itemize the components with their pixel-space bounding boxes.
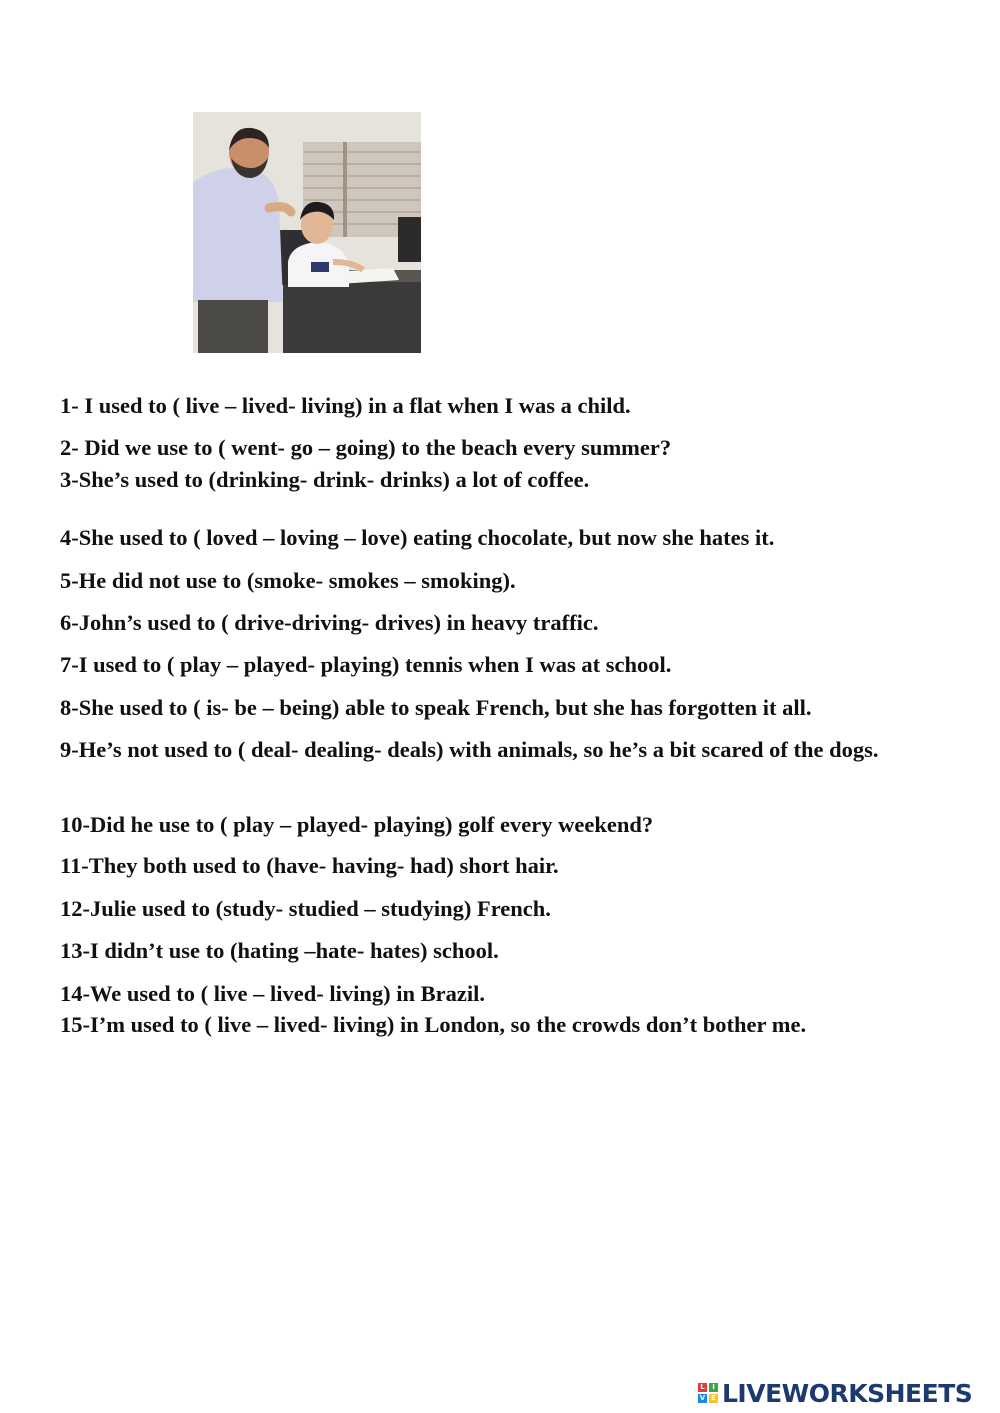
liveworksheets-brand	[698, 1376, 972, 1410]
logo-cell: E	[709, 1394, 718, 1403]
exercise-item: 7-I used to ( play – played- playing) tennis when I was at school.	[60, 652, 672, 677]
exercise-item: 15-I’m used to ( live – lived- living) in London, so the crowds don’t bother me.	[60, 1012, 807, 1037]
logo-cell: I	[709, 1383, 718, 1392]
liveworksheets-logo-icon	[698, 1383, 718, 1403]
exercise-item: 13-I didn’t use to (hating –hate- hates) school.	[60, 938, 499, 963]
logo-cell: L	[698, 1383, 707, 1392]
exercise-item: 14-We used to ( live – lived- living) in Brazil.	[60, 981, 485, 1006]
exercise-item: 5-He did not use to (smoke- smokes – smoking).	[60, 568, 516, 593]
exercise-item: 10-Did he use to ( play – played- playing) golf every weekend?	[60, 812, 654, 837]
brand-text: LIVEWORKSHEETS	[722, 1378, 973, 1408]
exercise-item: 2- Did we use to ( went- go – going) to the beach every summer?	[60, 435, 672, 460]
exercise-item: 1- I used to ( live – lived- living) in a flat when I was a child.	[60, 393, 631, 418]
exercise-item: 4-She used to ( loved – loving – love) eating chocolate, but now she hates it.	[60, 525, 775, 550]
exercise-item: 11-They both used to (have- having- had) short hair.	[60, 853, 559, 878]
exercise-item: 9-He’s not used to ( deal- dealing- deals) with animals, so he’s a bit scared of the dogs.	[60, 737, 879, 762]
exercise-item: 3-She’s used to (drinking- drink- drinks) a lot of coffee.	[60, 467, 590, 492]
exercise-item: 12-Julie used to (study- studied – studying) French.	[60, 896, 551, 921]
exercise-item: 8-She used to ( is- be – being) able to speak French, but she has forgotten it all.	[60, 695, 812, 720]
exercise-item: 6-John’s used to ( drive-driving- drives) in heavy traffic.	[60, 610, 599, 635]
worksheet-photo	[193, 112, 421, 353]
logo-cell: V	[699, 1394, 706, 1402]
